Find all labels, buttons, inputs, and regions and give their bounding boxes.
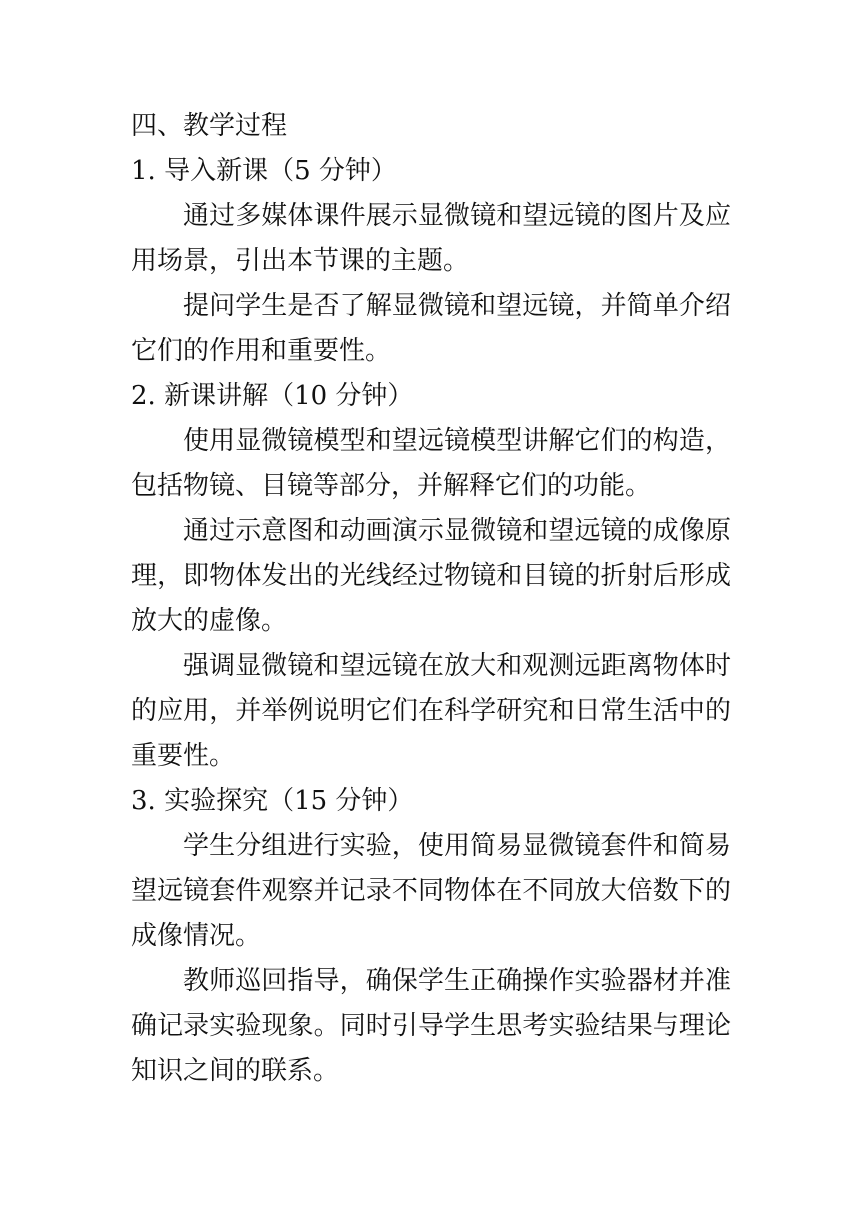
step-3-heading: 3. 实验探究（15 分钟） [131,786,414,816]
step-1-paragraph-1: 通过多媒体课件展示显微镜和望远镜的图片及应用场景，引出本节课的主题。 [131,201,731,276]
step-2-paragraph-1: 使用显微镜模型和望远镜模型讲解它们的构造，包括物镜、目镜等部分，并解释它们的功能。 [131,426,731,501]
step-1-paragraph-2: 提问学生是否了解显微镜和望远镜，并简单介绍它们的作用和重要性。 [131,291,731,366]
step-2-heading: 2. 新课讲解（10 分钟） [131,381,414,411]
step-2-paragraph-3: 强调显微镜和望远镜在放大和观测远距离物体时的应用，并举例说明它们在科学研究和日常生活中的重要性。 [131,651,731,771]
document-body [131,104,731,1094]
step-2-paragraph-2: 通过示意图和动画演示显微镜和望远镜的成像原理，即物体发出的光线经过物镜和目镜的折射后形成放大的虚像。 [131,516,731,636]
step-3-paragraph-1: 学生分组进行实验，使用简易显微镜套件和简易望远镜套件观察并记录不同物体在不同放大倍数下的成像情况。 [131,831,731,951]
step-1-heading: 1. 导入新课（5 分钟） [131,156,397,186]
section-title: 四、教学过程 [131,111,288,141]
step-3-paragraph-2: 教师巡回指导，确保学生正确操作实验器材并准确记录实验现象。同时引导学生思考实验结果与理论知识之间的联系。 [131,966,731,1086]
